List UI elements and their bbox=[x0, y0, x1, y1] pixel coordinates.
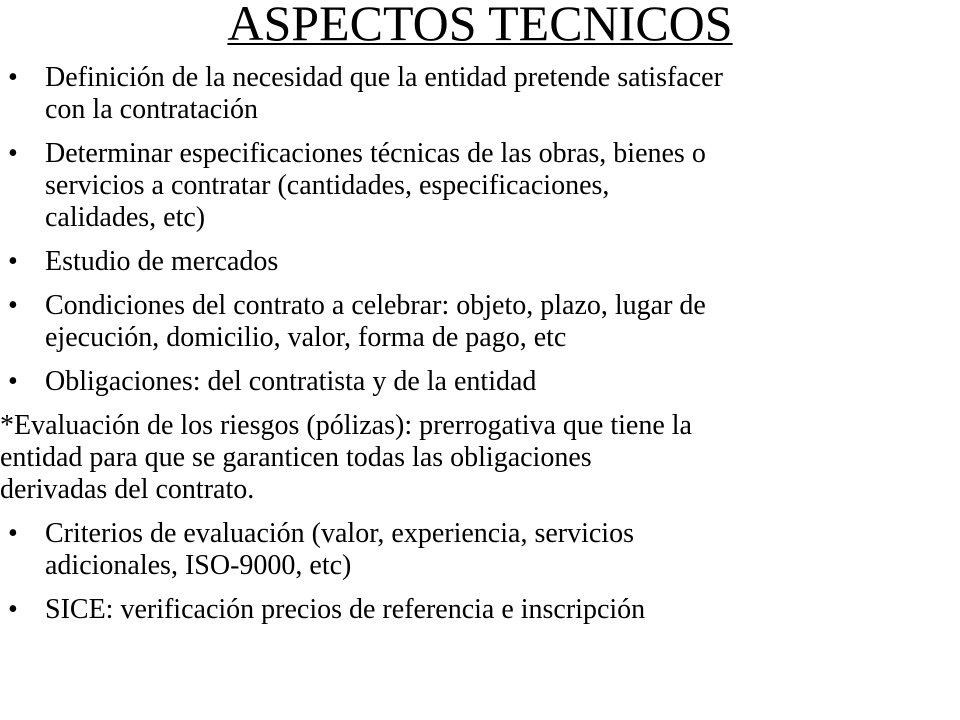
bullet-marker: • bbox=[8, 290, 18, 321]
list-item-text: Obligaciones: del contratista y de la entidad bbox=[45, 366, 537, 397]
list-item-text: adicionales, ISO-9000, etc) bbox=[45, 550, 352, 581]
bullet-marker: • bbox=[8, 594, 18, 625]
list-item bbox=[8, 594, 954, 626]
bullet-list bbox=[0, 62, 954, 638]
list-item-first-line bbox=[0, 410, 954, 442]
list-item-text: Criterios de evaluación (valor, experiencia, servicios bbox=[45, 518, 634, 549]
slide-title: ASPECTOS TECNICOS bbox=[227, 0, 733, 51]
list-item-text: entidad para que se garanticen todas las obligaciones bbox=[0, 442, 592, 473]
list-item-text: con la contratación bbox=[45, 94, 259, 125]
list-item bbox=[8, 366, 954, 398]
list-item bbox=[8, 62, 954, 126]
list-item-text: SICE: verificación precios de referencia e inscripción bbox=[45, 594, 646, 625]
bullet-marker: • bbox=[8, 366, 18, 397]
list-item-text: ejecución, domicilio, valor, forma de pago, etc bbox=[45, 322, 567, 353]
list-item-text: Condiciones del contrato a celebrar: objeto, plazo, lugar de bbox=[45, 290, 706, 321]
list-item-text: derivadas del contrato. bbox=[0, 474, 255, 505]
star-marker: * bbox=[0, 410, 14, 441]
list-item-text: Definición de la necesidad que la entidad pretende satisfacer bbox=[45, 62, 723, 93]
list-item-text: servicios a contratar (cantidades, especificaciones, bbox=[45, 170, 610, 201]
list-item bbox=[8, 518, 954, 582]
list-item-text: calidades, etc) bbox=[45, 202, 206, 233]
list-item-star bbox=[0, 410, 954, 506]
bullet-marker: • bbox=[8, 62, 18, 93]
list-item bbox=[8, 290, 954, 354]
list-item-text: Determinar especificaciones técnicas de las obras, bienes o bbox=[45, 138, 706, 169]
list-item bbox=[8, 138, 954, 234]
list-item-text: Estudio de mercados bbox=[45, 246, 279, 277]
list-item-text: Evaluación de los riesgos (pólizas): prerrogativa que tiene la bbox=[14, 410, 692, 441]
list-item bbox=[8, 246, 954, 278]
bullet-marker: • bbox=[8, 246, 18, 277]
bullet-marker: • bbox=[8, 138, 18, 169]
bullet-marker: • bbox=[8, 518, 18, 549]
